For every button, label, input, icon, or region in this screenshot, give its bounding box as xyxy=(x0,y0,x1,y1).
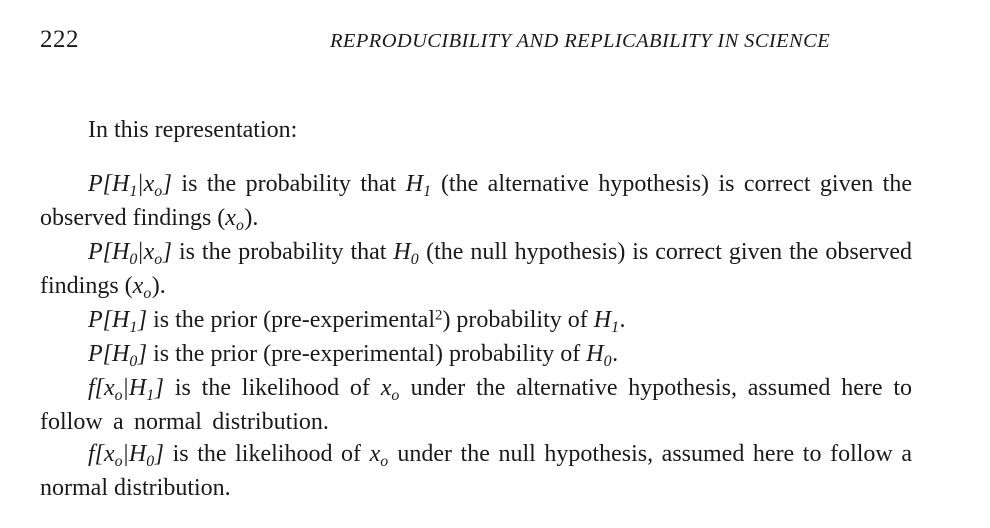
definition-ph1 xyxy=(40,304,912,338)
definition-text-end: ). xyxy=(244,205,259,232)
intro-text: In this representation: xyxy=(88,117,298,143)
definition-text-rest: under the null hypothesis, assumed here to follow a normal distribution. xyxy=(40,441,912,502)
definition-text-end: . xyxy=(612,341,619,367)
page-header xyxy=(40,26,912,66)
term-h1: $H_1$ xyxy=(593,307,620,336)
term-xo: $x_o$ xyxy=(132,273,152,302)
term-h0: $H_0$ xyxy=(586,341,612,370)
definition-ph0 xyxy=(40,338,912,372)
formula-ph0xo: $P[H_0|x_o]$ xyxy=(88,239,172,268)
formula-ph1xo: $P[H_1|x_o]$ xyxy=(88,171,172,200)
definition-ph1x xyxy=(40,168,912,236)
definition-fx-h0 xyxy=(40,438,912,504)
term-h1: $H_1$ xyxy=(405,171,432,200)
formula-ph0: $P[H_0]$ xyxy=(88,341,148,370)
paragraph-spacer xyxy=(40,146,912,168)
definition-text: is the likelihood of xyxy=(164,374,381,401)
definition-ph0x xyxy=(40,236,912,304)
definition-text-rest: (the alternative hypothesis) is correct given the observed findings ( xyxy=(40,171,912,232)
page-body xyxy=(40,114,912,504)
definition-text-rest: (the null hypothesis) is correct given the observed findings ( xyxy=(40,239,912,300)
running-head: REPRODUCIBILITY AND REPLICABILITY IN SCIENCE xyxy=(330,30,831,52)
definition-fx-h1 xyxy=(40,372,912,438)
definition-text-end: ). xyxy=(151,273,166,300)
definition-text-2: ) probability of xyxy=(442,307,594,334)
term-xo: $x_o$ xyxy=(225,205,244,234)
formula-fxoh0: $f[x_o|H_0]$ xyxy=(88,441,165,470)
intro-paragraph xyxy=(40,114,912,146)
definition-text: is the prior (pre-experimental xyxy=(147,307,435,334)
term-xo: $x_o$ xyxy=(369,441,389,470)
definition-text: is the probability that xyxy=(172,239,394,266)
definition-text: is the prior (pre-experimental) probability of xyxy=(147,341,587,367)
term-xo: $x_o$ xyxy=(380,374,400,404)
formula-fxoh1: $f[x_o|H_1]$ xyxy=(88,374,165,404)
footnote-marker: 2 xyxy=(435,307,443,324)
formula-ph1: $P[H_1]$ xyxy=(88,307,148,336)
definition-text-end: . xyxy=(619,307,626,334)
definition-text: is the likelihood of xyxy=(164,441,370,468)
definition-text: is the probability that xyxy=(172,171,406,198)
term-h0: $H_0$ xyxy=(393,239,419,268)
page-number: 222 xyxy=(40,26,79,53)
definition-text-rest: under the alternative hypothesis, assumed here to follow a normal distribution. xyxy=(40,374,912,435)
